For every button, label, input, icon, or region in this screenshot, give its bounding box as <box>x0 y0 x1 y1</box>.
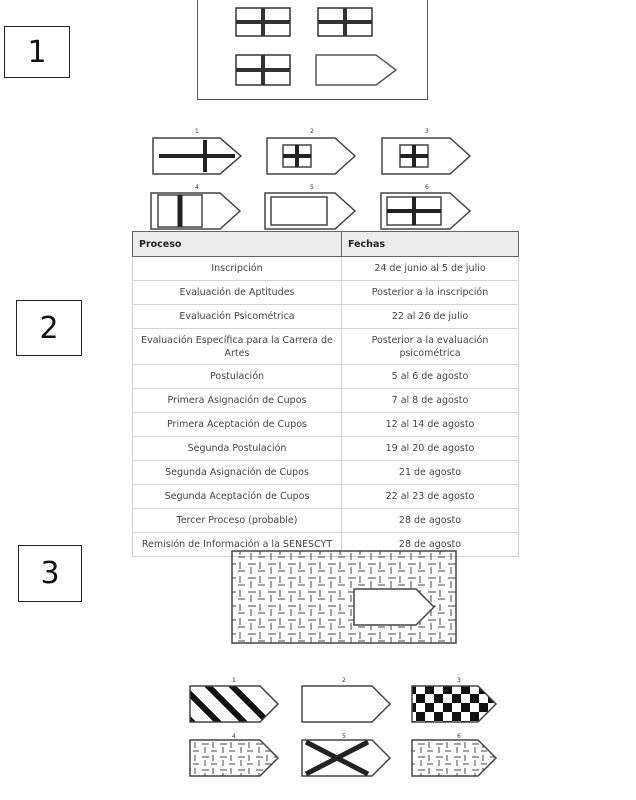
option-label: 6 <box>457 733 461 740</box>
table-cell-proceso: Postulación <box>133 365 342 389</box>
missing-piece-outline <box>354 589 434 625</box>
option-label: 6 <box>425 184 429 191</box>
table-cell-proceso: Tercer Proceso (probable) <box>133 509 342 533</box>
missing-piece-outline <box>316 55 396 85</box>
puzzle-1-matrix <box>197 0 428 100</box>
table-row <box>133 389 519 413</box>
option-5-x-shape <box>302 740 390 776</box>
option-6-dash-shape <box>412 740 496 776</box>
option-label: 5 <box>342 733 346 740</box>
option-2-shape <box>267 138 355 174</box>
cross-flag-2 <box>318 8 372 36</box>
option-label: 3 <box>425 128 429 135</box>
cross-flag-1 <box>236 8 290 36</box>
option-4-dash-shape <box>190 740 278 776</box>
option-label: 4 <box>195 184 199 191</box>
cross-flag-3 <box>236 55 290 85</box>
table-row <box>133 281 519 305</box>
option-label: 1 <box>195 128 199 135</box>
table-cell-fecha: Posterior a la inscripción <box>342 281 519 305</box>
option-label: 1 <box>232 677 236 684</box>
table-row <box>133 509 519 533</box>
option-4-shape <box>151 193 240 229</box>
section-number-1: 1 <box>4 26 70 78</box>
table-cell-fecha: 12 al 14 de agosto <box>342 413 519 437</box>
puzzle-3-pattern-panel <box>226 547 462 647</box>
process-dates-table <box>132 231 519 557</box>
option-1-striped-shape <box>182 680 278 726</box>
table-cell-fecha: 24 de junio al 5 de julio <box>342 257 519 281</box>
option-label: 2 <box>342 677 346 684</box>
table-row <box>133 257 519 281</box>
option-5-shape <box>265 193 355 229</box>
option-3-checker-shape <box>412 686 496 722</box>
option-label: 5 <box>310 184 314 191</box>
table-cell-fecha: 28 de agosto <box>342 533 519 557</box>
puzzle-1-matrix-art <box>198 0 427 99</box>
option-3-shape <box>382 138 470 174</box>
table-cell-fecha: 28 de agosto <box>342 509 519 533</box>
table-row <box>133 305 519 329</box>
table-header-row <box>133 232 519 257</box>
table-cell-fecha: 21 de agosto <box>342 461 519 485</box>
table-row <box>133 365 519 389</box>
option-2-empty-shape <box>302 686 390 722</box>
section-number-2: 2 <box>16 300 82 356</box>
column-header-fechas: Fechas <box>342 232 519 257</box>
table-cell-fecha: 19 al 20 de agosto <box>342 437 519 461</box>
option-1-shape <box>153 138 241 174</box>
option-6-shape <box>381 193 470 229</box>
table-cell-proceso: Segunda Postulación <box>133 437 342 461</box>
table-row <box>133 437 519 461</box>
section-number-3: 3 <box>18 545 82 602</box>
option-label: 2 <box>310 128 314 135</box>
option-label: 3 <box>457 677 461 684</box>
table-cell-proceso: Inscripción <box>133 257 342 281</box>
table-cell-fecha: 7 al 8 de agosto <box>342 389 519 413</box>
table-cell-fecha: 5 al 6 de agosto <box>342 365 519 389</box>
table-cell-fecha: Posterior a la evaluación psicométrica <box>342 329 519 365</box>
table-cell-proceso: Evaluación Específica para la Carrera de Artes <box>133 329 342 365</box>
table-row <box>133 461 519 485</box>
table-cell-proceso: Primera Aceptación de Cupos <box>133 413 342 437</box>
table-row <box>133 329 519 365</box>
table-cell-fecha: 22 al 26 de julio <box>342 305 519 329</box>
puzzle-3-options <box>182 676 502 788</box>
table-cell-proceso: Primera Asignación de Cupos <box>133 389 342 413</box>
table-cell-proceso: Evaluación Psicométrica <box>133 305 342 329</box>
table-row <box>133 413 519 437</box>
table-row <box>133 485 519 509</box>
table-cell-fecha: 22 al 23 de agosto <box>342 485 519 509</box>
table-cell-proceso: Segunda Aceptación de Cupos <box>133 485 342 509</box>
column-header-proceso: Proceso <box>133 232 342 257</box>
table-cell-proceso: Segunda Asignación de Cupos <box>133 461 342 485</box>
option-label: 4 <box>232 733 236 740</box>
table-cell-proceso: Evaluación de Aptitudes <box>133 281 342 305</box>
puzzle-1-options <box>145 125 480 235</box>
table-cell-proceso: Remisión de Información a la SENESCYT <box>133 533 342 557</box>
